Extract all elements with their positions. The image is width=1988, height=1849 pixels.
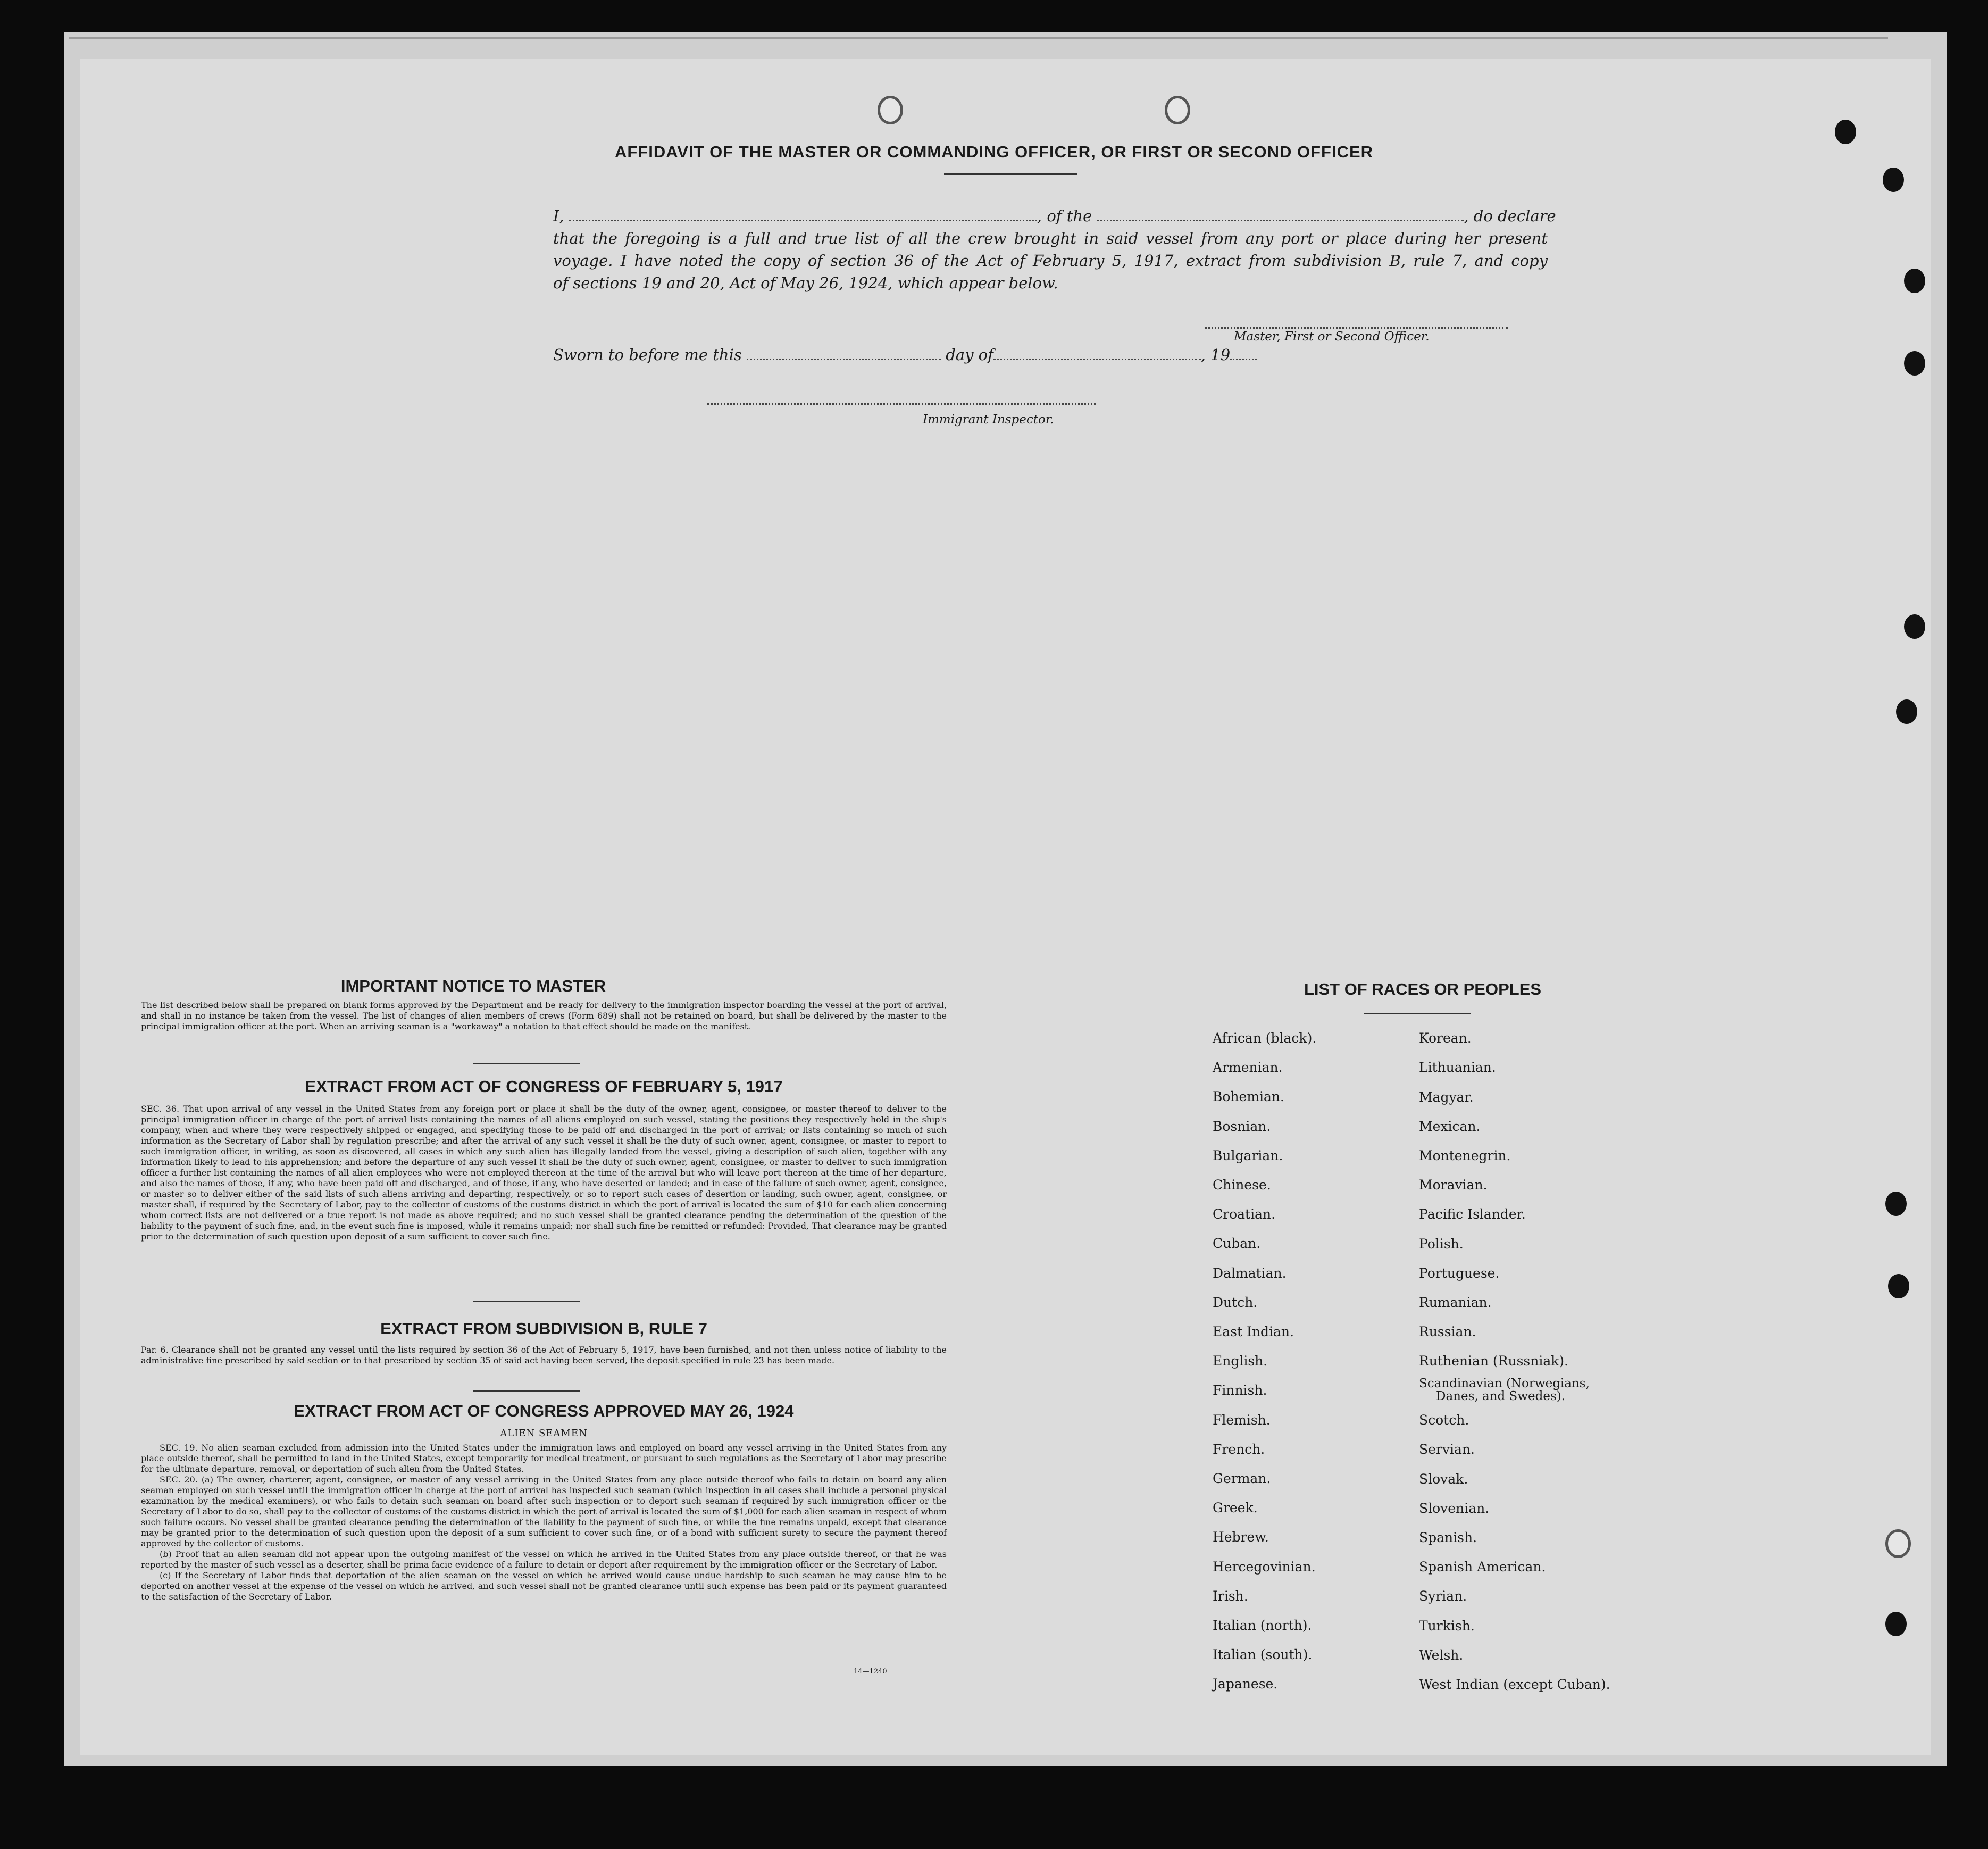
race-item: Korean. bbox=[1419, 1030, 1472, 1046]
race-item: Magyar. bbox=[1419, 1089, 1474, 1105]
notice-text: The list described below shall be prepared on blank forms approved by the Department and be ready for delivery to the immigration inspector boarding the vessel at the port of arrival, and shall in no instance be taken from the vessel. The list of changes of alien members of crews (Form 689) shall not be retained on board, but shall be delivered by the master to the principal immigration officer at the port. When an arriving seaman is a "workaway" a notation to that effect should be made on the manifest. bbox=[141, 1000, 947, 1031]
race-item: Finnish. bbox=[1213, 1382, 1267, 1398]
race-item: Spanish American. bbox=[1419, 1559, 1546, 1575]
notice-title: IMPORTANT NOTICE TO MASTER bbox=[340, 977, 606, 995]
punch-hole bbox=[1904, 351, 1925, 376]
race-item: Slovenian. bbox=[1419, 1501, 1490, 1516]
extract-1917-text: SEC. 36. That upon arrival of any vessel in the United States from any foreign port or place it shall be the duty of the owner, agent, consignee, or master thereof to deliver to the principal immigration officer in charge of the port of arrival lists containing the names of all aliens employed on such vessel, stating the positions they respectively hold in the ship's company, when and where they were respectively shipped or engaged, and specifying those to be paid off and discharged in the port of arrival; or lists containing so much of such information as the Secretary of Labor shall by regulation prescribe; and after the arrival of any such vessel it shall be the duty of such owner, agent, consignee, or master to report to such immigration officer, in writing, as soon as discovered, all cases in which any such alien has illegally landed from the vessel, giving a description of such alien, together with any information likely to lead to his apprehension; and before the departure of any such vessel it shall be the duty of such owner, agent, consignee, or master to deliver to such immigration officer a further list containing the names of all alien employees who were not employed thereon at the time of the arrival but who will leave port thereon at the time of her departure, and also the names of those, if any, who have been paid off and discharged, and of those, if any, who have deserted or landed; and in case of the failure of such owner, agent, consignee, or master so to deliver either of the said lists of such aliens arriving and departing, respectively, or so to report such cases of desertion or landing, such owner, agent, consignee, or master shall, if required by the Secretary of Labor, pay to the collector of customs of the customs district in which the port of arrival is located the sum of $10 for each alien concerning whom correct lists are not delivered or a true report is not made as above required; and no such vessel shall be granted clearance pending the determination of the question of the liability to the payment of such fine, and, in the event such fine is imposed, while it remains unpaid; nor shall such fine be remitted or refunded: Provided, That clearance may be granted prior to the determination of such question upon deposit of a sum sufficient to cover such fine. bbox=[141, 1104, 947, 1242]
punch-hole bbox=[1904, 614, 1925, 639]
declaration-line-4: of sections 19 and 20, Act of May 26, 1924, which appear below. bbox=[553, 274, 1058, 292]
punch-hole bbox=[878, 96, 903, 124]
extract-1917-title: EXTRACT FROM ACT OF CONGRESS OF FEBRUARY 5, 1917 bbox=[305, 1077, 783, 1096]
declaration-line-2: that the foregoing is a full and true list of all the crew brought in said vessel from any port or place during her present bbox=[553, 229, 1548, 247]
race-item: Servian. bbox=[1419, 1442, 1475, 1457]
race-item: Japanese. bbox=[1213, 1676, 1278, 1692]
race-item: Portuguese. bbox=[1419, 1265, 1500, 1281]
name-blank bbox=[569, 220, 1037, 221]
race-item: Montenegrin. bbox=[1419, 1148, 1511, 1163]
race-item: Italian (north). bbox=[1213, 1618, 1312, 1633]
race-item: English. bbox=[1213, 1353, 1268, 1369]
declaration-line-3: voyage. I have noted the copy of section 36 of the Act of February 5, 1917, extract from subdivision B, rule 7, and copy bbox=[553, 252, 1548, 270]
race-item: Bulgarian. bbox=[1213, 1148, 1283, 1163]
race-item: Armenian. bbox=[1213, 1060, 1283, 1075]
master-label: Master, First or Second Officer. bbox=[1234, 330, 1430, 344]
divider bbox=[473, 1301, 580, 1302]
race-item: Italian (south). bbox=[1213, 1647, 1313, 1662]
race-item: Mexican. bbox=[1419, 1119, 1481, 1134]
punch-hole bbox=[1888, 1274, 1909, 1298]
race-item: Turkish. bbox=[1419, 1618, 1475, 1634]
do-declare-label: , do declare bbox=[1464, 207, 1556, 225]
punch-hole bbox=[1165, 96, 1190, 124]
race-item: Moravian. bbox=[1419, 1177, 1488, 1193]
race-item: African (black). bbox=[1213, 1030, 1317, 1046]
punch-hole bbox=[1904, 269, 1925, 293]
race-item: Croatian. bbox=[1213, 1206, 1276, 1222]
month-blank bbox=[993, 359, 1201, 360]
form-number: 14—1240 bbox=[854, 1668, 887, 1676]
race-item: Dalmatian. bbox=[1213, 1265, 1287, 1281]
of-the-label: , of the bbox=[1037, 207, 1092, 225]
inspector-signature-line bbox=[707, 403, 1096, 405]
race-item: Spanish. bbox=[1419, 1530, 1477, 1545]
race-item: Bosnian. bbox=[1213, 1119, 1271, 1134]
punch-hole bbox=[1885, 1192, 1907, 1216]
sworn-line bbox=[553, 346, 1257, 364]
race-item: Hercegovinian. bbox=[1213, 1559, 1316, 1575]
race-item: Bohemian. bbox=[1213, 1089, 1284, 1104]
year-label: , 19 bbox=[1200, 346, 1231, 364]
day-of-label: day of bbox=[946, 346, 993, 364]
race-item: Danes, and Swedes). bbox=[1436, 1389, 1566, 1403]
race-item: Slovak. bbox=[1419, 1471, 1468, 1487]
alien-seamen-subtitle: ALIEN SEAMEN bbox=[500, 1428, 588, 1439]
race-item: Irish. bbox=[1213, 1588, 1248, 1604]
race-item: Rumanian. bbox=[1419, 1295, 1492, 1310]
race-item: Chinese. bbox=[1213, 1177, 1271, 1193]
master-signature-line bbox=[1205, 327, 1508, 329]
divider bbox=[473, 1063, 580, 1064]
affidavit-declaration bbox=[553, 205, 1556, 294]
day-blank bbox=[747, 359, 941, 360]
section-20b: (b) Proof that an alien seaman did not appear upon the outgoing manifest of the vessel on which he arrived in the United States from any place outside thereof, or that he was reported by the master of such vessel as a deserter, shall be prima facie evidence of a failure to detain or deport after requirement by the immigration officer or the Secretary of Labor. bbox=[141, 1549, 947, 1570]
race-item: Ruthenian (Russniak). bbox=[1419, 1353, 1569, 1369]
race-item: Russian. bbox=[1419, 1324, 1476, 1339]
punch-hole bbox=[1896, 699, 1917, 724]
race-item: French. bbox=[1213, 1442, 1265, 1457]
race-item: Scandinavian (Norwegians, bbox=[1419, 1377, 1590, 1390]
race-item: Greek. bbox=[1213, 1500, 1258, 1515]
section-20a: SEC. 20. (a) The owner, charterer, agent, consignee, or master of any vessel arriving in the United States from any place outside thereof who fails to detain on board any alien seaman employed on such vessel until the immigration officer in charge at the port of arrival has inspected such seaman (which inspection in all cases shall include a personal physical examination by the medical examiners), or who fails to detain such seaman on board after such inspection or to deport such seaman if required by such immigration officer or the Secretary of Labor to do so, shall pay to the collector of customs of the customs district in which the port of arrival is located the sum of $1,000 for each alien seaman in respect of whom such failure occurs. No vessel shall be granted clearance pending the determination of the liability to the payment of such fine, or while the fine remains unpaid, except that clearance may be granted prior to the determination of such question upon the deposit of a sum sufficient to cover such fine, or of a bond with sufficient surety to secure the payment thereof approved by the collector of customs. bbox=[141, 1475, 947, 1548]
inspector-label: Immigrant Inspector. bbox=[923, 413, 1054, 427]
page-edge bbox=[69, 37, 1888, 39]
vessel-blank bbox=[1097, 220, 1464, 221]
race-item: West Indian (except Cuban). bbox=[1419, 1677, 1610, 1692]
race-item: Cuban. bbox=[1213, 1236, 1261, 1251]
year-blank bbox=[1230, 359, 1257, 360]
divider bbox=[473, 1390, 580, 1392]
rule-7-title: EXTRACT FROM SUBDIVISION B, RULE 7 bbox=[380, 1319, 707, 1338]
race-item: Polish. bbox=[1419, 1236, 1464, 1252]
affidavit-title: AFFIDAVIT OF THE MASTER OR COMMANDING OFFICER, OR FIRST OR SECOND OFFICER bbox=[614, 143, 1374, 161]
race-item: Flemish. bbox=[1213, 1412, 1271, 1428]
race-item: Lithuanian. bbox=[1419, 1060, 1496, 1075]
race-item: Scotch. bbox=[1419, 1412, 1469, 1428]
races-title: LIST OF RACES OR PEOPLES bbox=[1304, 980, 1542, 998]
extract-1924-title: EXTRACT FROM ACT OF CONGRESS APPROVED MAY 26, 1924 bbox=[294, 1402, 794, 1420]
race-item: Welsh. bbox=[1419, 1647, 1464, 1663]
race-item: Syrian. bbox=[1419, 1588, 1467, 1604]
race-item: German. bbox=[1213, 1471, 1271, 1486]
divider bbox=[1364, 1013, 1471, 1014]
extract-1924-text bbox=[141, 1443, 947, 1602]
punch-hole bbox=[1883, 168, 1904, 192]
declaration-line-1 bbox=[553, 205, 1556, 227]
race-item: Pacific Islander. bbox=[1419, 1206, 1526, 1222]
divider bbox=[944, 173, 1077, 175]
race-item: Hebrew. bbox=[1213, 1529, 1269, 1545]
rule-7-text: Par. 6. Clearance shall not be granted any vessel until the lists required by section 36 of the Act of February 5, 1917, have been furnished, and not then unless notice of liability to the administrative fine prescribed by said section or to that prescribed by section 35 of said act having been served, the deposit specified in rule 23 has been made. bbox=[141, 1345, 947, 1365]
punch-hole bbox=[1885, 1612, 1907, 1636]
section-20c: (c) If the Secretary of Labor finds that deportation of the alien seaman on the vessel on which he arrived would cause undue hardship to such seaman he may cause him to be deported on another vessel at the expense of the vessel on which he arrived, and such vessel shall not be granted clearance until such expense has been paid or its payment guaranteed to the satisfaction of the Secretary of Labor. bbox=[141, 1570, 947, 1602]
section-19: SEC. 19. No alien seaman excluded from admission into the United States under the immigration laws and employed on board any vessel arriving in the United States from any place outside thereof, shall be permitted to land in the United States, except temporarily for medical treatment, or pursuant to such regulations as the Secretary of Labor may prescribe for the ultimate departure, removal, or deportation of such alien from the United States. bbox=[141, 1443, 947, 1474]
sworn-label: Sworn to before me this bbox=[553, 346, 742, 364]
punch-hole bbox=[1835, 120, 1856, 144]
race-item: Dutch. bbox=[1213, 1295, 1258, 1310]
punch-hole bbox=[1885, 1529, 1911, 1558]
i-label: I, bbox=[553, 207, 564, 225]
race-item: East Indian. bbox=[1213, 1324, 1294, 1339]
